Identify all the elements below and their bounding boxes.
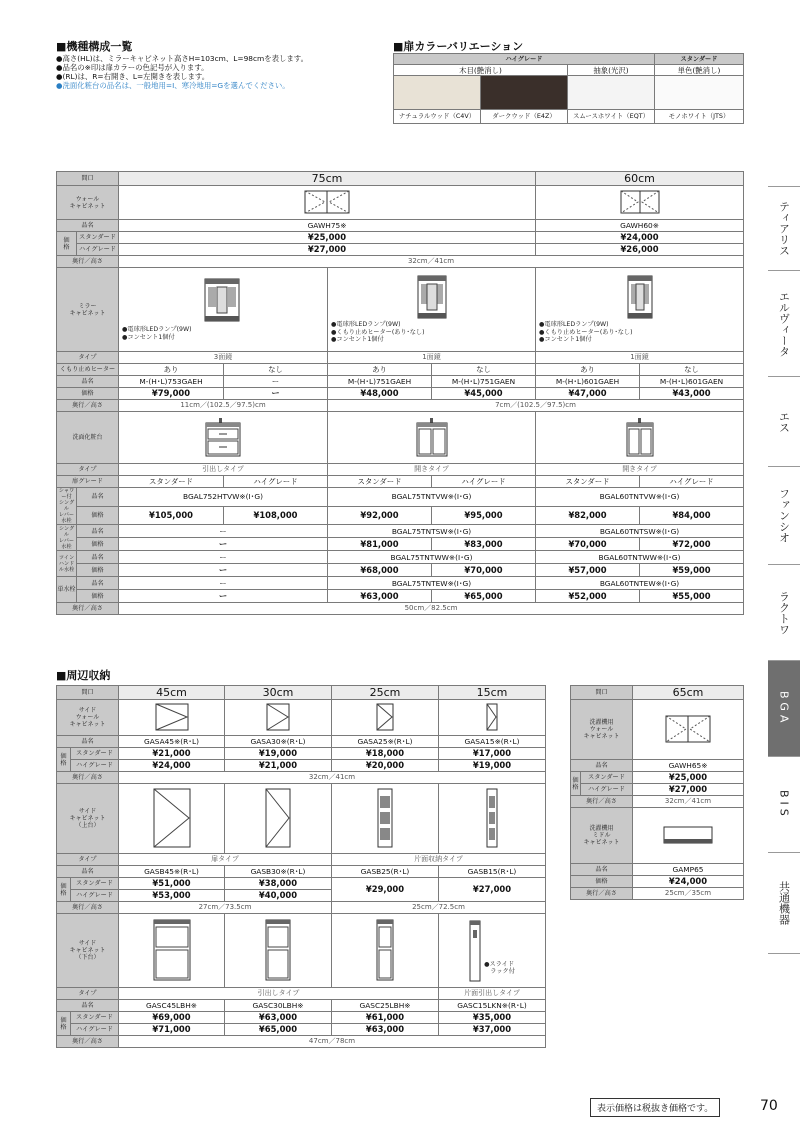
- upper-type-1: 扉タイプ: [119, 854, 332, 866]
- lower-depth: 47cm／78cm: [119, 1036, 546, 1048]
- grade-std-2: スタンダード: [328, 476, 432, 488]
- mirror-name-3: M-(H･L)751GAEH: [328, 376, 432, 388]
- mirror-note-1-2: ●コンセント1個付: [122, 333, 175, 341]
- h-tap-price: 価格: [77, 590, 119, 603]
- tab-fancio[interactable]: ファンシオ: [768, 466, 800, 564]
- lower-std-2: ¥63,000: [225, 1012, 332, 1024]
- side-lower-cabinet-icon: [265, 919, 291, 981]
- mirror-note-3-2: ●くもり止めヒーター(あり･なし): [539, 328, 633, 336]
- upper-std-1: ¥51,000: [119, 878, 225, 890]
- mirror-cabinet-1-icon: [627, 275, 653, 319]
- side-title: ■周辺収納: [56, 669, 111, 682]
- side-w-45: 45cm: [119, 686, 225, 700]
- side-wall-high-1: ¥24,000: [119, 760, 225, 772]
- heater-ari-3: あり: [536, 364, 640, 376]
- side-h-name: 品名: [57, 736, 119, 748]
- mirror-type-1: 3面鏡: [119, 352, 328, 364]
- color-table: [393, 53, 744, 124]
- side-w-25: 25cm: [332, 686, 439, 700]
- shower-60-name: BGAL60TNTVW※(I･G): [536, 488, 744, 507]
- tap-price-4: ¥52,000: [536, 590, 640, 603]
- wash-wall-cabinet-icon: [665, 715, 711, 743]
- single-price-2: ¥81,000: [328, 538, 432, 551]
- slide-rack-icon: [469, 920, 481, 982]
- side-wall-std-4: ¥17,000: [439, 748, 546, 760]
- note-1: ●高さ(HL)は、ミラーキャビネット高さH=103cm、L=98cmを表します。: [56, 54, 308, 63]
- single-price-1: ー: [119, 538, 328, 551]
- side-wall-cabinet-icon: [376, 703, 394, 731]
- tab-es[interactable]: エス: [768, 376, 800, 466]
- side-wall-cabinet-icon: [486, 703, 498, 731]
- side-wall-15-pic: [439, 700, 546, 736]
- mirror-name-6: M-(H･L)601GAEN: [640, 376, 744, 388]
- vanity-type-2: 開きタイプ: [328, 464, 536, 476]
- h-single-name: 品名: [77, 525, 119, 538]
- wash-wall-name: GAWH65※: [633, 760, 744, 772]
- h-twin-price: 価格: [77, 564, 119, 577]
- finish-wood: 木目(艶消し): [394, 65, 568, 76]
- h-tap-name: 品名: [77, 577, 119, 590]
- side-upper-30-pic: [225, 784, 332, 854]
- side-lower-15-pic: [439, 914, 546, 988]
- upper-name-4: GASB15(R･L): [439, 866, 546, 878]
- lower-high-2: ¥65,000: [225, 1024, 332, 1036]
- color-name-1: ナチュラルウッド（C4V）: [394, 110, 481, 124]
- tab-common[interactable]: 共通機器: [768, 852, 800, 954]
- wash-wall-high: ¥27,000: [633, 784, 744, 796]
- wash-h-std: スタンダード: [581, 772, 633, 784]
- side-h-price: 価 格: [57, 748, 71, 772]
- side-wall-high-3: ¥20,000: [332, 760, 439, 772]
- lower-high-4: ¥37,000: [439, 1024, 546, 1036]
- side-h-std: スタンダード: [71, 748, 119, 760]
- h-tap-faucet: 単水栓: [57, 577, 77, 603]
- wash-mid-name: GAMP65: [633, 864, 744, 876]
- h-vanity: 洗面化粧台: [57, 412, 119, 464]
- color-name-2: ダークウッド（E4Z）: [481, 110, 568, 124]
- h-twin-faucet: ツイン ハンドル水栓: [57, 551, 77, 577]
- side-h-upper-std: スタンダード: [71, 878, 119, 890]
- vanity-depth: 50cm／82.5cm: [119, 603, 744, 615]
- h-twin-name: 品名: [77, 551, 119, 564]
- side-h-lower-std: スタンダード: [71, 1012, 119, 1024]
- mirror-name-4: M-(H･L)751GAEN: [432, 376, 536, 388]
- mirror-price-5: ¥47,000: [536, 388, 640, 400]
- wash-h-mdepth: 奥行／高さ: [571, 888, 633, 900]
- shower-price-6: ¥84,000: [640, 506, 744, 525]
- side-wall-name-2: GASA30※(R･L): [225, 736, 332, 748]
- side-wall-cabinet-icon: [266, 703, 290, 731]
- wall-75-high: ¥27,000: [119, 244, 536, 256]
- tab-bis[interactable]: BIS: [768, 756, 800, 852]
- side-h-upper-price: 価 格: [57, 878, 71, 902]
- shower-price-2: ¥108,000: [224, 506, 328, 525]
- side-h-wall: サイド ウォール キャビネット: [57, 700, 119, 736]
- mirror-type-2: 1面鏡: [328, 352, 536, 364]
- h-vanity-depth: 奥行／高さ: [57, 603, 119, 615]
- color-title: ■扉カラーバリエーション: [393, 40, 524, 53]
- h-vanity-type: タイプ: [57, 464, 119, 476]
- h-price: 価 格: [57, 232, 77, 256]
- mirror-depth-1: 11cm／(102.5／97.5)cm: [119, 400, 328, 412]
- mirror-name-2: ー: [224, 376, 328, 388]
- h-single-price: 価格: [77, 538, 119, 551]
- lower-std-4: ¥35,000: [439, 1012, 546, 1024]
- note-2: ●品名の※印は扉カラーの色記号が入ります。: [56, 63, 209, 72]
- swatch-natural-wood: [394, 76, 481, 110]
- mirror-price-1: ¥79,000: [119, 388, 224, 400]
- mirror-name-1: M-(H･L)753GAEH: [119, 376, 224, 388]
- shower-price-3: ¥92,000: [328, 506, 432, 525]
- wash-h-wall: 洗濯機用 ウォール キャビネット: [571, 700, 633, 760]
- upper-price-4: ¥27,000: [439, 878, 546, 902]
- grade-high-1: ハイグレード: [224, 476, 328, 488]
- h-width: 間口: [57, 172, 119, 186]
- wash-mid-depth: 25cm／35cm: [633, 888, 744, 900]
- upper-name-3: GASB25(R･L): [332, 866, 439, 878]
- single-price-3: ¥83,000: [432, 538, 536, 551]
- wall-cabinet-icon: [304, 190, 350, 214]
- wall-cabinet-icon: [620, 190, 660, 214]
- side-wall-25-pic: [332, 700, 439, 736]
- side-wall-45-pic: [119, 700, 225, 736]
- side-upper-15-pic: [439, 784, 546, 854]
- side-lower-cabinet-icon: [153, 919, 191, 981]
- side-wall-std-1: ¥21,000: [119, 748, 225, 760]
- slide-rack-note: ●スライド ラック付: [484, 960, 515, 975]
- wall-depth: 32cm／41cm: [119, 256, 744, 268]
- mirror-note-1-1: ●電球形LEDランプ(9W): [122, 326, 192, 333]
- tab-elvita[interactable]: エルヴィータ: [768, 270, 800, 376]
- side-shelf-icon: [377, 788, 393, 848]
- lower-std-3: ¥61,000: [332, 1012, 439, 1024]
- side-upper-45-pic: [119, 784, 225, 854]
- note-3: ●(RL)は、R=右開き、L=左開きを表します。: [56, 72, 210, 81]
- twin-price-4: ¥57,000: [536, 564, 640, 577]
- side-w-30: 30cm: [225, 686, 332, 700]
- tab-lactowa[interactable]: ラクトワ: [768, 564, 800, 660]
- upper-depth-2: 25cm／72.5cm: [332, 902, 546, 914]
- h-mirror-depth: 奥行／高さ: [57, 400, 119, 412]
- side-wall-cabinet-icon: [155, 703, 189, 731]
- upper-name-2: GASB30※(R･L): [225, 866, 332, 878]
- upper-high-1: ¥53,000: [119, 890, 225, 902]
- heater-nashi-2: なし: [432, 364, 536, 376]
- tap-price-1: ー: [119, 590, 328, 603]
- side-lower-25-pic: [332, 914, 439, 988]
- tap-price-2: ¥63,000: [328, 590, 432, 603]
- h-high: ハイグレード: [77, 244, 119, 256]
- lower-name-4: GASC15LKN※(R･L): [439, 1000, 546, 1012]
- lower-high-3: ¥63,000: [332, 1024, 439, 1036]
- heater-nashi-3: なし: [640, 364, 744, 376]
- h-shower-faucet: シャワー付 シングル レバー水栓: [57, 488, 77, 525]
- wash-h-high: ハイグレード: [581, 784, 633, 796]
- mirror-price-4: ¥45,000: [432, 388, 536, 400]
- mirror-name-5: M-(H･L)601GAEH: [536, 376, 640, 388]
- h-mirror-name: 品名: [57, 376, 119, 388]
- tab-tiaris[interactable]: ティアリス: [768, 186, 800, 270]
- grade-std-1: スタンダード: [119, 476, 224, 488]
- upper-depth-1: 27cm／73.5cm: [119, 902, 332, 914]
- vanity-drawer-icon: [205, 417, 241, 457]
- shower-75a-name: BGAL752HTVW※(I･G): [119, 488, 328, 507]
- side-h-upper-depth: 奥行／高さ: [57, 902, 119, 914]
- h-single-faucet: シングル レバー水栓: [57, 525, 77, 551]
- tap-price-5: ¥55,000: [640, 590, 744, 603]
- twin-price-5: ¥59,000: [640, 564, 744, 577]
- wall-60-pic: [536, 186, 744, 220]
- wash-h-depth: 奥行／高さ: [571, 796, 633, 808]
- side-w-15: 15cm: [439, 686, 546, 700]
- tab-bga[interactable]: BGA: [768, 660, 800, 756]
- lower-type-1: 引出しタイプ: [119, 988, 439, 1000]
- side-h-upper-high: ハイグレード: [71, 890, 119, 902]
- h-std: スタンダード: [77, 232, 119, 244]
- mirror-note-3-3: ●コンセント1個付: [539, 336, 592, 344]
- tap-price-3: ¥65,000: [432, 590, 536, 603]
- side-upper-25-pic: [332, 784, 439, 854]
- wash-h-width: 間口: [571, 686, 633, 700]
- single-75-name: BGAL75TNTSW※(I･G): [328, 525, 536, 538]
- side-lower-45-pic: [119, 914, 225, 988]
- wall-60-high: ¥26,000: [536, 244, 744, 256]
- mirror-60-pic: [536, 268, 744, 352]
- side-h-lower-name: 品名: [57, 1000, 119, 1012]
- wall-60-name: GAWH60※: [536, 220, 744, 232]
- grade-std-3: スタンダード: [536, 476, 640, 488]
- wash-mid-pic: [633, 808, 744, 864]
- h-mirror-price: 価格: [57, 388, 119, 400]
- heater-ari-2: あり: [328, 364, 432, 376]
- side-wall-name-4: GASA15※(R･L): [439, 736, 546, 748]
- mirror-type-3: 1面鏡: [536, 352, 744, 364]
- twin-60-name: BGAL60TNTWW※(I･G): [536, 551, 744, 564]
- upper-high-2: ¥40,000: [225, 890, 332, 902]
- mirror-depth-2: 7cm／(102.5／97.5)cm: [328, 400, 744, 412]
- grade-std: スタンダード: [655, 54, 744, 65]
- side-upper-cabinet-icon: [153, 788, 191, 848]
- h-type: タイプ: [57, 352, 119, 364]
- upper-type-2: 片面収納タイプ: [332, 854, 546, 866]
- heater-ari-1: あり: [119, 364, 224, 376]
- side-h-lower-type: タイプ: [57, 988, 119, 1000]
- single-price-4: ¥70,000: [536, 538, 640, 551]
- upper-std-2: ¥38,000: [225, 878, 332, 890]
- side-lower-cabinet-icon: [376, 919, 394, 981]
- mirror-price-2: ー: [224, 388, 328, 400]
- single-price-5: ¥72,000: [640, 538, 744, 551]
- wash-h-price: 価 格: [571, 772, 581, 796]
- swatch-mono-white: [655, 76, 744, 110]
- upper-price-3: ¥29,000: [332, 878, 439, 902]
- side-h-width: 間口: [57, 686, 119, 700]
- lower-type-2: 片面引出しタイプ: [439, 988, 546, 1000]
- wash-middle-cabinet-icon: [663, 826, 713, 844]
- wash-wall-pic: [633, 700, 744, 760]
- side-table: [56, 685, 546, 1048]
- single-na: ー: [119, 525, 328, 538]
- side-upper-cabinet-icon: [265, 788, 291, 848]
- vanity-type-3: 開きタイプ: [536, 464, 744, 476]
- h-shower-price: 価格: [77, 506, 119, 525]
- side-wall-depth: 32cm／41cm: [119, 772, 546, 784]
- finish-abstract: 抽象(光沢): [568, 65, 655, 76]
- side-h-upper-name: 品名: [57, 866, 119, 878]
- side-h-lower-price: 価 格: [57, 1012, 71, 1036]
- twin-price-1: ー: [119, 564, 328, 577]
- mirror-75-pic: [328, 268, 536, 352]
- finish-solid: 単色(艶消し): [655, 65, 744, 76]
- swatch-dark-wood: [481, 76, 568, 110]
- mirror-3-pic: [119, 268, 328, 352]
- grade-high-2: ハイグレード: [432, 476, 536, 488]
- upper-name-1: GASB45※(R･L): [119, 866, 225, 878]
- side-wall-name-3: GASA25※(R･L): [332, 736, 439, 748]
- side-h-upper-type: タイプ: [57, 854, 119, 866]
- wash-h-name: 品名: [571, 760, 633, 772]
- mirror-note-2-1: ●電球形LEDランプ(9W): [331, 321, 401, 329]
- side-h-lower-depth: 奥行／高さ: [57, 1036, 119, 1048]
- vanity-door-75-pic: [328, 412, 536, 464]
- color-name-4: モノホワイト（JTS）: [655, 110, 744, 124]
- note-blue: ●洗面化粧台の品名は、一般地用=I、寒冷地用=Gを選んでください。: [56, 81, 290, 90]
- mirror-price-6: ¥43,000: [640, 388, 744, 400]
- wash-wall-std: ¥25,000: [633, 772, 744, 784]
- color-name-3: スムースホワイト（EQT）: [568, 110, 655, 124]
- h-name: 品名: [57, 220, 119, 232]
- swatch-smooth-white: [568, 76, 655, 110]
- mirror-note-2-2: ●くもり止めヒーター(あり･なし): [331, 328, 425, 336]
- wall-75-pic: [119, 186, 536, 220]
- lower-std-1: ¥69,000: [119, 1012, 225, 1024]
- side-h-depth: 奥行／高さ: [57, 772, 119, 784]
- mirror-cabinet-1-icon: [417, 275, 447, 319]
- side-h-high: ハイグレード: [71, 760, 119, 772]
- mirror-note-2-3: ●コンセント1個付: [331, 336, 384, 344]
- side-wall-high-2: ¥21,000: [225, 760, 332, 772]
- twin-75-name: BGAL75TNTWW※(I･G): [328, 551, 536, 564]
- lineup-table: [56, 171, 744, 615]
- side-h-lower-high: ハイグレード: [71, 1024, 119, 1036]
- h-wall-cabinet: ウォール キャビネット: [57, 186, 119, 220]
- shower-price-4: ¥95,000: [432, 506, 536, 525]
- vanity-type-1: 引出しタイプ: [119, 464, 328, 476]
- side-h-upper: サイド キャビネット （上台）: [57, 784, 119, 854]
- w-75: 75cm: [119, 172, 536, 186]
- h-heater: くもり止めヒーター: [57, 364, 119, 376]
- wash-table: [570, 685, 744, 900]
- lower-name-2: GASC30LBH※: [225, 1000, 332, 1012]
- grade-high-3: ハイグレード: [640, 476, 744, 488]
- side-h-lower: サイド キャビネット （下台）: [57, 914, 119, 988]
- wall-75-std: ¥25,000: [119, 232, 536, 244]
- tax-note: 表示価格は税抜き価格です。: [590, 1098, 720, 1117]
- side-lower-30-pic: [225, 914, 332, 988]
- vanity-door-icon: [626, 417, 654, 457]
- mirror-cabinet-3-icon: [204, 278, 240, 322]
- shower-price-1: ¥105,000: [119, 506, 224, 525]
- heater-nashi-1: なし: [224, 364, 328, 376]
- wash-w-65: 65cm: [633, 686, 744, 700]
- vanity-door-60-pic: [536, 412, 744, 464]
- twin-na: ー: [119, 551, 328, 564]
- lower-name-3: GASC25LBH※: [332, 1000, 439, 1012]
- side-wall-name-1: GASA45※(R･L): [119, 736, 225, 748]
- vanity-drawer-pic: [119, 412, 328, 464]
- page-number: 70: [760, 1098, 778, 1114]
- single-60-name: BGAL60TNTSW※(I･G): [536, 525, 744, 538]
- wash-mid-price: ¥24,000: [633, 876, 744, 888]
- shower-75-name: BGAL75TNTVW※(I･G): [328, 488, 536, 507]
- side-wall-std-3: ¥18,000: [332, 748, 439, 760]
- tap-na: ー: [119, 577, 328, 590]
- wall-75-name: GAWH75※: [119, 220, 536, 232]
- lower-name-1: GASC45LBH※: [119, 1000, 225, 1012]
- grade-high: ハイグレード: [394, 54, 655, 65]
- vanity-door-icon: [416, 417, 448, 457]
- side-shelf-icon: [486, 788, 498, 848]
- twin-price-2: ¥68,000: [328, 564, 432, 577]
- wall-60-std: ¥24,000: [536, 232, 744, 244]
- wash-h-mid: 洗濯機用 ミドル キャビネット: [571, 808, 633, 864]
- tap-60-name: BGAL60TNTEW※(I･G): [536, 577, 744, 590]
- shower-price-5: ¥82,000: [536, 506, 640, 525]
- lineup-title: ■機種構成一覧: [56, 40, 133, 53]
- side-wall-high-4: ¥19,000: [439, 760, 546, 772]
- h-shower-name: 品名: [77, 488, 119, 507]
- twin-price-3: ¥70,000: [432, 564, 536, 577]
- tap-75-name: BGAL75TNTEW※(I･G): [328, 577, 536, 590]
- wash-h-mprice: 価格: [571, 876, 633, 888]
- w-60: 60cm: [536, 172, 744, 186]
- h-mirror-cabinet: ミラー キャビネット: [57, 268, 119, 352]
- h-grade: 扉グレード: [57, 476, 119, 488]
- mirror-note-3-1: ●電球形LEDランプ(9W): [539, 321, 609, 329]
- wash-h-mname: 品名: [571, 864, 633, 876]
- mirror-price-3: ¥48,000: [328, 388, 432, 400]
- h-depth: 奥行／高さ: [57, 256, 119, 268]
- lower-high-1: ¥71,000: [119, 1024, 225, 1036]
- wash-wall-depth: 32cm／41cm: [633, 796, 744, 808]
- lineup-notes: [56, 54, 308, 90]
- side-wall-30-pic: [225, 700, 332, 736]
- side-wall-std-2: ¥19,000: [225, 748, 332, 760]
